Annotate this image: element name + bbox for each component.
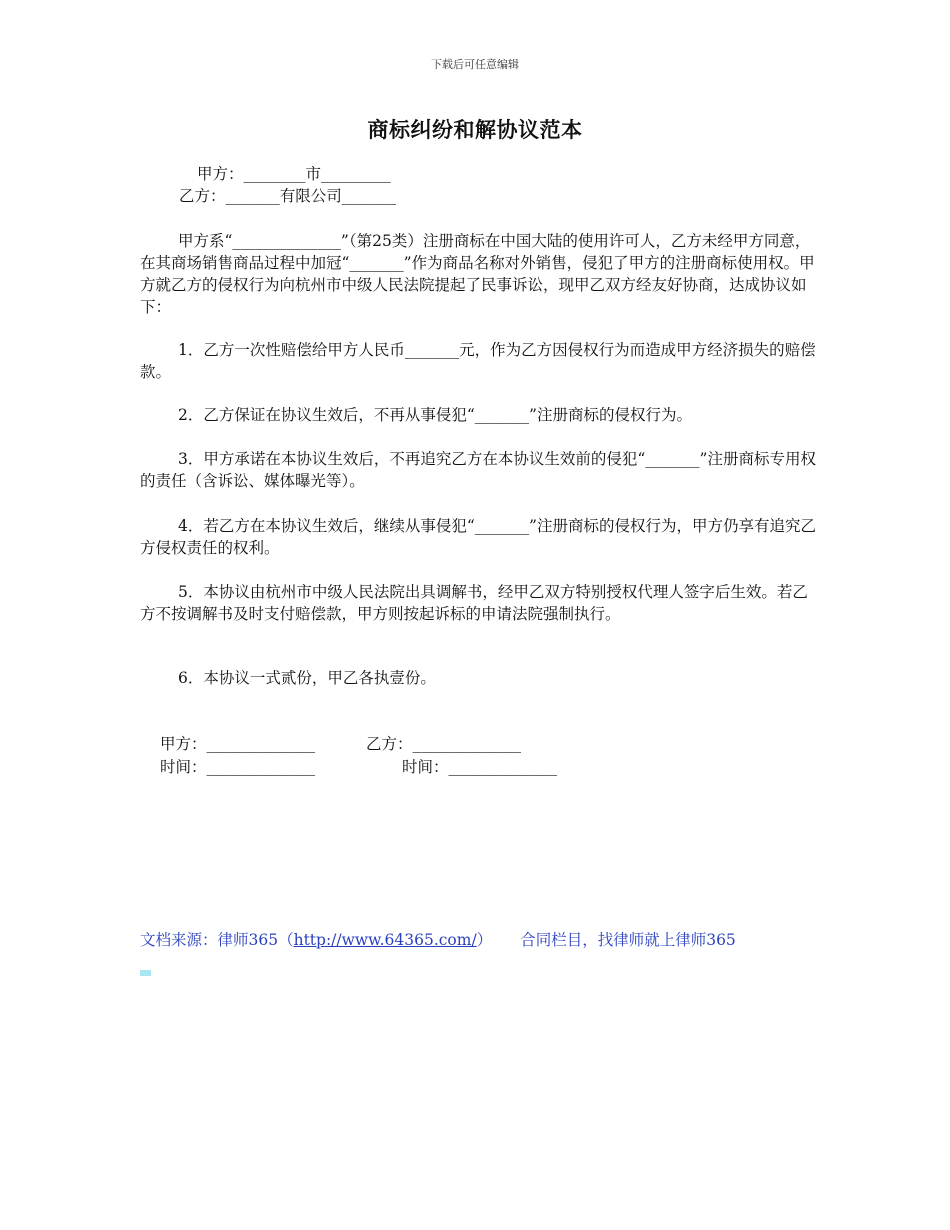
party-a-line: 甲方：________市_________ <box>197 165 391 183</box>
source-footer <box>140 929 736 951</box>
preamble-paragraph: 甲方系“______________”（第25类）注册商标在中国大陆的使用许可人，乙方未经甲方同意，在其商场销售商品过程中加冠“_______”作为商品名称对外销售，侵犯了甲方的注册商标使用权。甲方就乙方的侵权行为向杭州市中级人民法院提起了民事诉讼，现甲乙双方经友好协商，达成协议如下： <box>140 232 815 316</box>
source-link[interactable]: http://www.64365.com/ <box>293 931 477 949</box>
document-title: 商标纠纷和解协议范本 <box>367 117 583 142</box>
clause-2: 2．乙方保证在协议生效后，不再从事侵犯“_______”注册商标的侵权行为。 <box>178 406 692 424</box>
clause-4: 4．若乙方在本协议生效后，继续从事侵犯“_______”注册商标的侵权行为，甲方仍享有追究乙方侵权责任的权利。 <box>140 517 816 557</box>
source-suffix: ） <box>476 931 493 949</box>
party-a-signature: 甲方：______________ <box>160 735 316 753</box>
party-b-signature: 乙方：______________ <box>366 735 522 753</box>
header-note: 下载后可任意编辑 <box>431 58 519 71</box>
clause-5: 5．本协议由杭州市中级人民法院出具调解书，经甲乙双方特别授权代理人签字后生效。若乙方不按调解书及时支付赔偿款，甲方则按起诉标的申请法院强制执行。 <box>140 583 808 623</box>
party-a-date: 时间：______________ <box>160 758 316 776</box>
source-prefix: 文档来源：律师365（ <box>140 931 294 949</box>
highlight-marker <box>140 970 151 976</box>
party-b-date: 时间：______________ <box>402 758 558 776</box>
party-b-line: 乙方：_______有限公司_______ <box>179 187 397 205</box>
footer-tagline: 合同栏目，找律师就上律师365 <box>520 931 736 949</box>
clause-3: 3．甲方承诺在本协议生效后，不再追究乙方在本协议生效前的侵犯“_______”注册商标专用权的责任（含诉讼、媒体曝光等）。 <box>140 450 816 490</box>
clause-1: 1．乙方一次性赔偿给甲方人民币_______元，作为乙方因侵权行为而造成甲方经济损失的赔偿款。 <box>140 341 816 381</box>
clause-6: 6．本协议一式贰份，甲乙各执壹份。 <box>178 669 436 687</box>
